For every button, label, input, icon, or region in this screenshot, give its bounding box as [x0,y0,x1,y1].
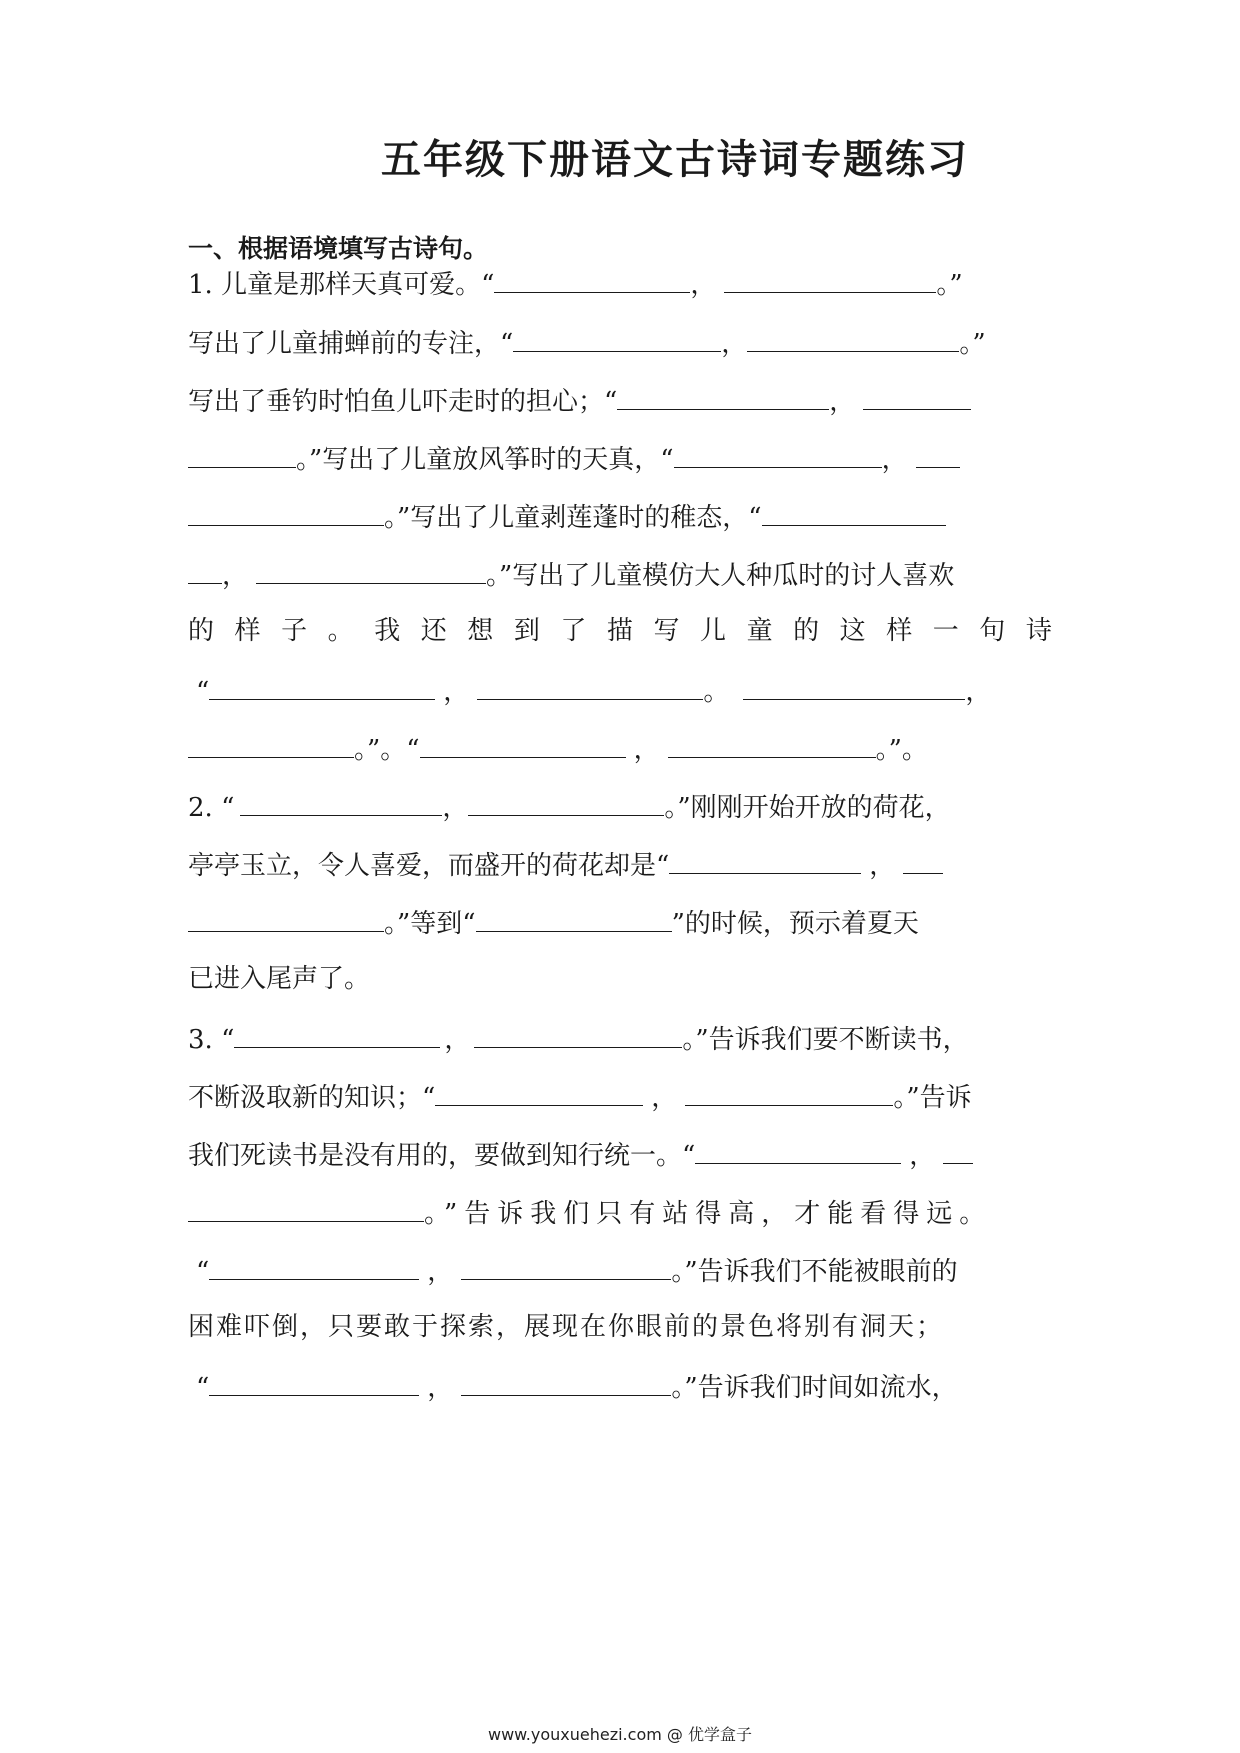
q2-line-3 [188,901,1052,941]
text-segment: 困难吓倒，只要敢于探索，展现在你眼前的景色将别有洞天； [188,1312,945,1342]
text-segment: 已进入尾声了。 [188,964,371,994]
text-segment: 亭亭玉立，令人喜爱，而盛开的荷花却是“ [188,851,670,881]
text-segment: ， [909,1141,936,1171]
text-segment: 。”。“ [354,735,420,765]
text-segment: “ [196,1257,210,1287]
text-segment: 。”告诉 [893,1083,972,1113]
text-segment: 写出了儿童捕蝉前的专注，“ [188,329,514,359]
answer-blank[interactable] [903,843,943,874]
answer-blank[interactable] [209,669,435,700]
text-segment: ， [442,793,469,823]
text-char: 到 [513,616,540,646]
text-char: 子 [281,616,308,646]
q3-line-5 [188,1249,1052,1289]
q1-line-2 [188,321,1052,361]
q2-line-1 [188,785,1052,825]
text-segment: ， [427,1257,454,1287]
text-segment: ， [690,270,717,300]
q3-line-3 [188,1133,1052,1173]
q1-line-8 [188,669,1052,709]
text-char: 写 [653,616,680,646]
page-title: 五年级下册语文古诗词专题练习 [381,137,969,183]
q2-line-2 [188,843,1052,883]
text-char: 我 [374,616,401,646]
text-char: 想 [467,616,494,646]
text-char: 样 [234,616,261,646]
text-char: 。 [327,616,354,646]
answer-blank[interactable] [724,262,936,293]
text-segment: 。”写出了儿童剥莲蓬时的稚态，“ [384,503,762,533]
text-segment: ， [965,677,992,707]
text-segment: 。”告诉我们时间如流水， [671,1373,958,1403]
answer-blank[interactable] [747,321,959,352]
text-segment: 。”刚刚开始开放的荷花， [664,793,951,823]
text-segment: 2. “ [188,793,235,823]
text-segment: “ [196,677,210,707]
text-segment: ， [721,329,748,359]
text-segment: ， [222,561,249,591]
text-segment: ， [829,387,856,417]
answer-blank[interactable] [863,379,971,410]
q1-line-6 [188,553,1052,593]
answer-blank[interactable] [743,669,965,700]
text-segment: 。”写出了儿童放风筝时的天真，“ [296,445,674,475]
q1-line-5 [188,495,1052,535]
answer-blank[interactable] [474,1017,682,1048]
answer-blank[interactable] [476,901,672,932]
text-segment: 1. 儿童是那样天真可爱。“ [188,270,495,300]
text-segment: ”的时候，预示着夏天 [671,909,919,939]
text-segment: 。” [936,270,963,300]
q3-line-1 [188,1017,1052,1057]
text-segment: 。”告诉我们不能被眼前的 [671,1257,958,1287]
answer-blank[interactable] [188,901,384,932]
answer-blank[interactable] [209,1365,419,1396]
text-char: 儿 [700,616,727,646]
q1-line-7 [188,611,1052,651]
q1-line-4 [188,437,1052,477]
q1-line-1 [188,262,1052,302]
text-char: 的 [188,616,215,646]
answer-blank[interactable] [209,1249,419,1280]
answer-blank[interactable] [188,495,384,526]
answer-blank[interactable] [685,1075,893,1106]
text-segment: 3. “ [188,1025,235,1055]
footer-watermark: www.youxuehezi.com @ 优学盒子 [488,1725,752,1744]
text-char: 童 [746,616,773,646]
text-char: 的 [793,616,820,646]
answer-blank[interactable] [256,553,486,584]
text-segment: 。”。 [875,735,928,765]
text-char: 这 [839,616,866,646]
answer-blank[interactable] [234,1017,440,1048]
q3-line-7 [188,1365,1052,1405]
text-segment: 不断汲取新的知识；“ [188,1083,436,1113]
answer-blank[interactable] [461,1249,671,1280]
answer-blank[interactable] [435,1075,643,1106]
answer-blank[interactable] [468,785,664,816]
answer-blank[interactable] [420,727,626,758]
text-char: 诗 [1025,616,1052,646]
text-segment: 我们死读书是没有用的，要做到知行统一。“ [188,1141,696,1171]
text-segment: 。” [959,329,986,359]
text-segment: ， [427,1373,454,1403]
q1-line-3 [188,379,1052,419]
text-segment: ， [881,445,908,475]
text-segment: 。 [703,677,730,707]
answer-blank[interactable] [494,262,690,293]
answer-blank[interactable] [617,379,829,410]
text-segment: ， [651,1083,678,1113]
answer-blank[interactable] [188,727,354,758]
section-heading: 一、根据语境填写古诗句。 [188,234,489,263]
answer-blank[interactable] [240,785,442,816]
text-segment: 。”告诉我们只有站得高，才能看得远。 [424,1199,993,1229]
answer-blank[interactable] [188,1191,424,1222]
text-segment: ， [443,677,470,707]
answer-blank[interactable] [695,1133,901,1164]
answer-blank[interactable] [916,437,960,468]
text-segment: ， [633,735,660,765]
q2-line-4 [188,959,1052,999]
text-char: 还 [420,616,447,646]
text-char: 一 [932,616,959,646]
text-segment: 。”告诉我们要不断读书， [682,1025,969,1055]
answer-blank[interactable] [943,1133,973,1164]
text-char: 描 [606,616,633,646]
answer-blank[interactable] [762,495,946,526]
q3-line-6 [188,1307,1052,1347]
text-segment: “ [196,1373,210,1403]
q3-line-4 [188,1191,1052,1231]
answer-blank[interactable] [188,437,296,468]
answer-blank[interactable] [461,1365,671,1396]
answer-blank[interactable] [188,553,222,584]
text-segment: 写出了垂钓时怕鱼儿吓走时的担心；“ [188,387,618,417]
answer-blank[interactable] [669,843,861,874]
text-segment: ， [869,851,896,881]
text-segment: 。”写出了儿童模仿大人种瓜时的讨人喜欢 [486,561,955,591]
text-segment: 。”等到“ [384,909,476,939]
q1-line-9 [188,727,1052,767]
answer-blank[interactable] [668,727,876,758]
answer-blank[interactable] [513,321,721,352]
q3-line-2 [188,1075,1052,1115]
text-char: 了 [560,616,587,646]
text-char: 样 [886,616,913,646]
text-char: 句 [979,616,1006,646]
text-segment: ， [444,1025,471,1055]
answer-blank[interactable] [674,437,882,468]
answer-blank[interactable] [477,669,703,700]
